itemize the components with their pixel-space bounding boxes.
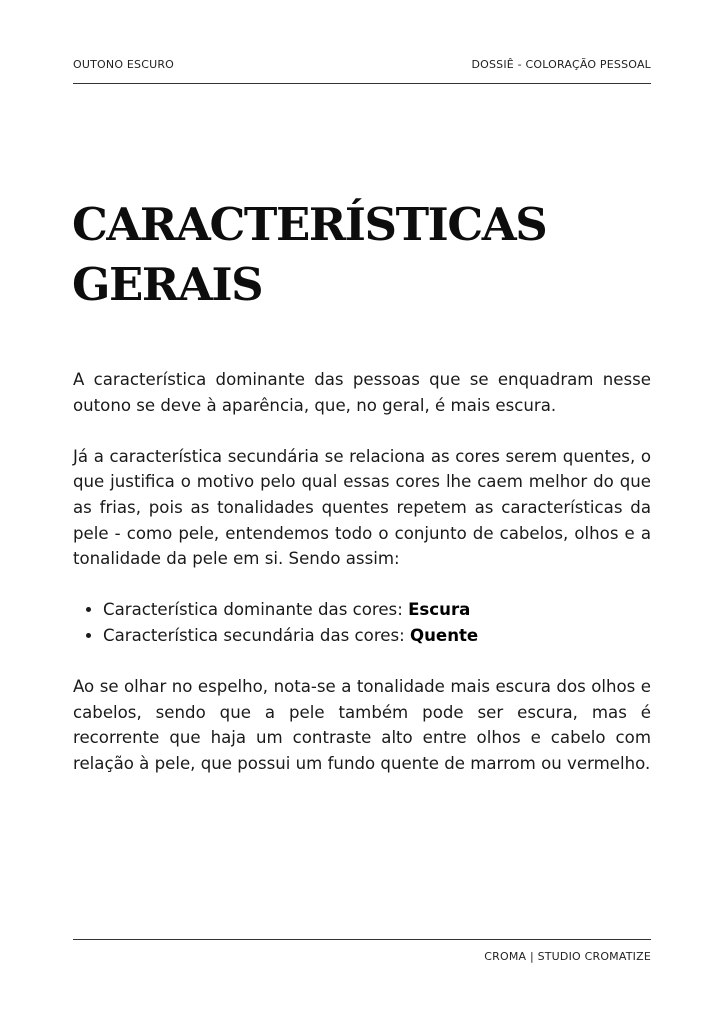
list-item: [103, 623, 651, 649]
header-divider: [73, 83, 651, 84]
paragraph-2: Já a característica secundária se relaciona as cores serem quentes, o que justifica o motivo pelo qual essas cores lhe caem melhor do que as frias, pois as tonalidades quentes repetem as características da pele - como pele, entendemos todo o conjunto de cabelos, olhos e a tonalidade da pele em si. Sendo assim:: [73, 446, 651, 569]
list-item-label: Característica dominante das cores:: [103, 600, 409, 620]
list-item-value: Escura: [408, 600, 471, 620]
header-right-label: DOSSIÊ - COLORAÇÃO PESSOAL: [471, 58, 651, 71]
list-item-label: Característica secundária das cores:: [103, 625, 411, 645]
characteristics-list: [73, 597, 651, 648]
page-title: [72, 195, 652, 315]
page-title-line-1: CARACTERÍSTICAS: [72, 198, 547, 251]
list-item-value: Quente: [410, 625, 479, 645]
body-content: [73, 367, 651, 777]
page-title-line-2: GERAIS: [72, 258, 263, 311]
paragraph-3: Ao se olhar no espelho, nota-se a tonalidade mais escura dos olhos e cabelos, sendo que a pele também pode ser escura, mas é recorrente que haja um contraste alto entre olhos e cabelo com relação à pele, que possui um fundo quente de marrom ou vermelho.: [73, 677, 651, 773]
footer-label: CROMA | STUDIO CROMATIZE: [484, 950, 651, 963]
list-item: [103, 597, 651, 623]
header-left-label: OUTONO ESCURO: [73, 58, 175, 71]
footer-divider: [73, 939, 651, 940]
paragraph-1: A característica dominante das pessoas que se enquadram nesse outono se deve à aparência, que, no geral, é mais escura.: [73, 370, 651, 415]
